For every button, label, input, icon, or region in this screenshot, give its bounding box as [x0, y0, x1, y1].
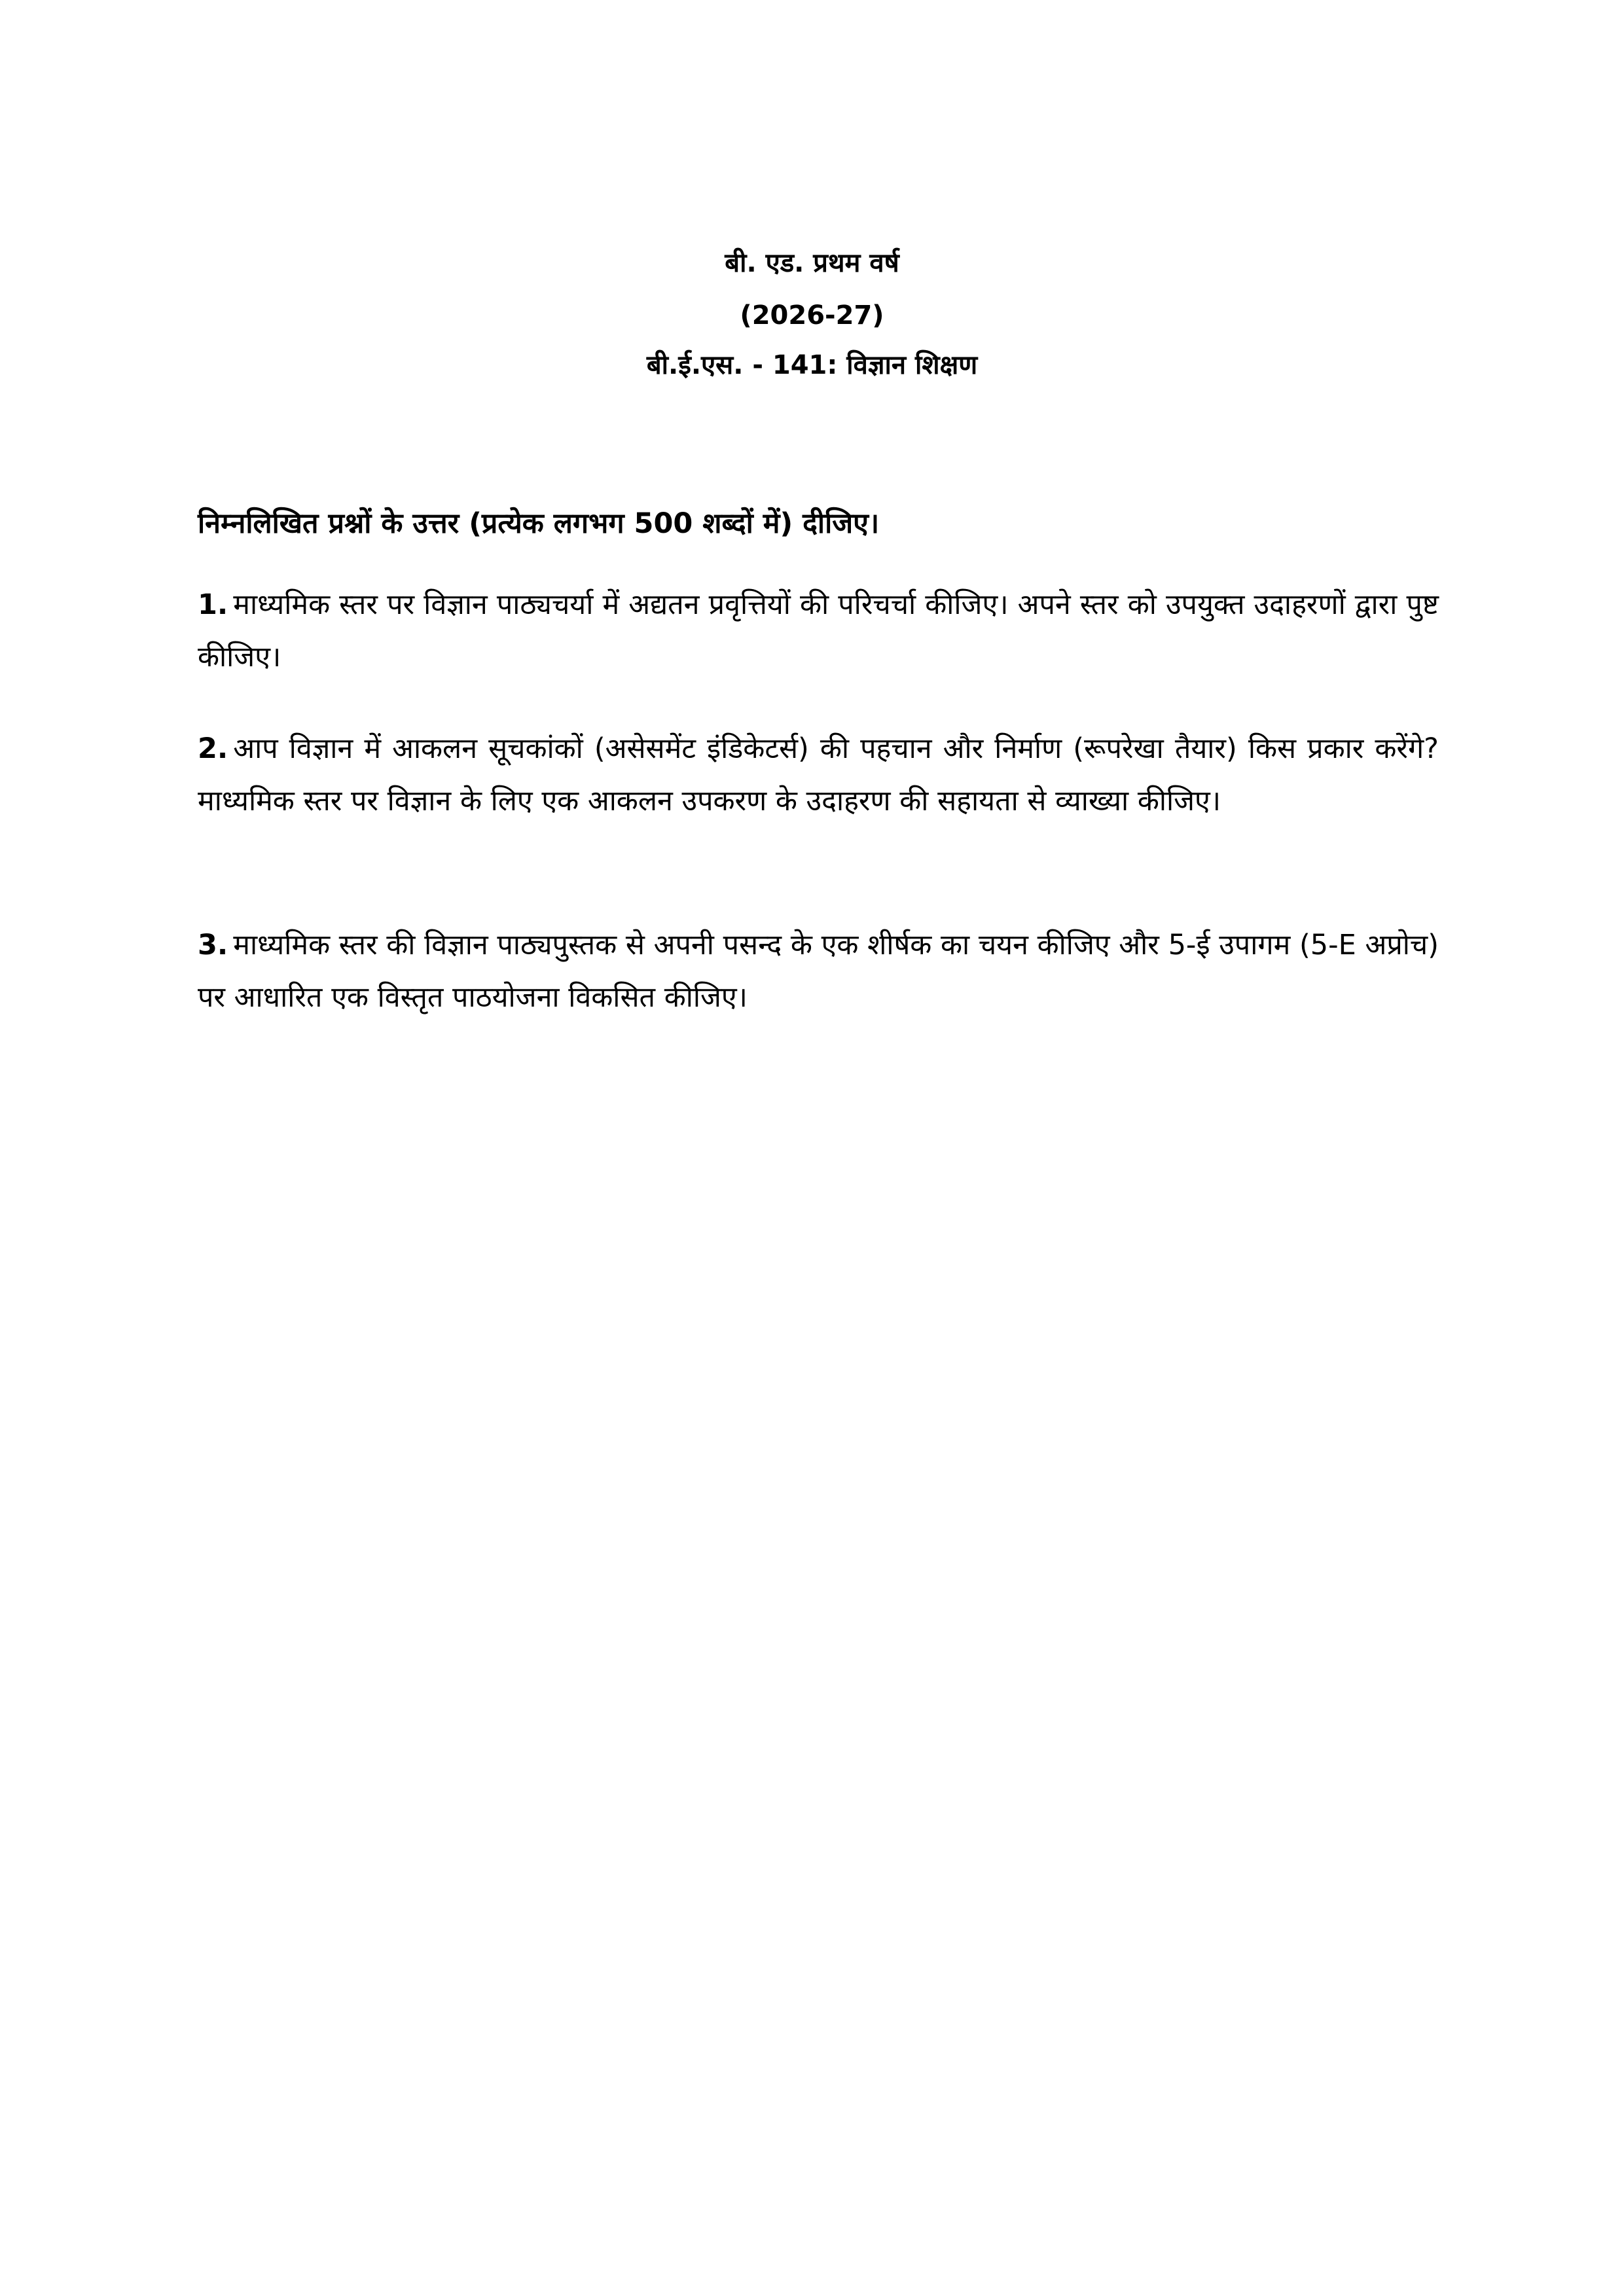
course-code-title: बी.ई.एस. - 141: विज्ञान शिक्षण — [646, 350, 978, 380]
question-3 — [198, 919, 1439, 1024]
question-2 — [198, 723, 1439, 827]
question-number: 3. — [198, 929, 228, 961]
session-year: (2026-27) — [740, 300, 884, 331]
course-title: बी. एड. प्रथम वर्ष — [725, 248, 899, 278]
question-text: माध्यमिक स्तर की विज्ञान पाठ्यपुस्तक से अपनी पसन्द के एक शीर्षक का चयन कीजिए और 5-ई उपागम (5-E अप्रोच) पर आधारित एक विस्तृत पाठयोजना विकसित कीजिए। — [198, 929, 1439, 1014]
question-text: माध्यमिक स्तर पर विज्ञान पाठ्यचर्या में अद्यतन प्रवृत्तियों की परिचर्चा कीजिए। अपने स्तर को उपयुक्त उदाहरणों द्वारा पुष्ट कीजिए। — [198, 588, 1439, 673]
question-text: आप विज्ञान में आकलन सूचकांकों (असेसमेंट इंडिकेटर्स) की पहचान और निर्माण (रूपरेखा तैयार) किस प्रकार करेंगे? माध्यमिक स्तर पर विज्ञान के लिए एक आकलन उपकरण के उदाहरण की सहायता से व्याख्या कीजिए। — [198, 732, 1439, 817]
instruction-text: निम्नलिखित प्रश्नों के उत्तर (प्रत्येक लगभग 500 शब्दों में) दीजिए। — [198, 507, 880, 540]
question-1 — [198, 579, 1439, 683]
question-number: 2. — [198, 732, 228, 765]
question-number: 1. — [198, 588, 228, 621]
